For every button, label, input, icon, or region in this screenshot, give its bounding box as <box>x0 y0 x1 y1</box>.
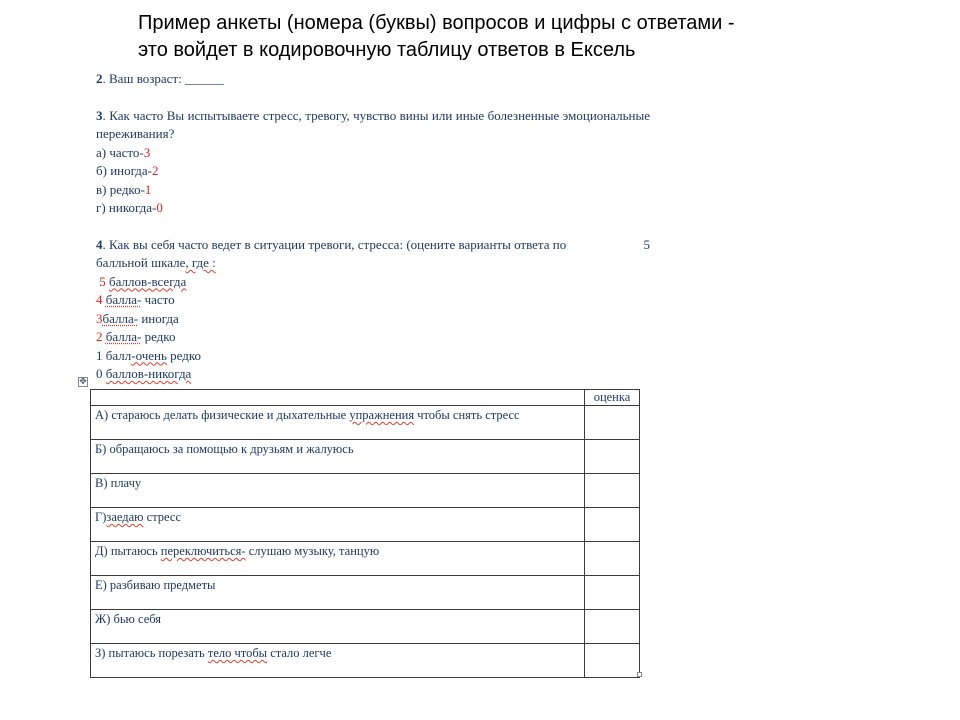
table-cell-behavior <box>91 406 585 440</box>
table-cell-behavior <box>91 440 585 474</box>
option-code: 3 <box>143 144 151 160</box>
scale-label: баллов-никогда <box>105 366 192 381</box>
row-text: Ж) бью себя <box>95 612 162 626</box>
scale-code: 5 <box>99 273 106 289</box>
row-text-tail: стресс <box>143 510 182 524</box>
question-2-number: 2 <box>96 71 103 86</box>
table-cell-score[interactable] <box>585 508 640 542</box>
table-header-empty-cell <box>91 390 585 406</box>
questionnaire-document <box>96 70 650 384</box>
scale-phrase: балльной шкале <box>96 255 186 270</box>
table-cell-score[interactable] <box>585 406 640 440</box>
scale-label: 1 балл <box>96 347 132 363</box>
question-2-text: . Ваш возраст: ______ <box>102 71 224 86</box>
table-row <box>91 576 640 610</box>
question-3-number: 3 <box>96 107 103 123</box>
row-text-flagged: упражнения <box>349 408 415 422</box>
question-3-text: . Как часто Вы испытываете стресс, тревогу, чувство вины или иные болезненные эмоциональные переживания? <box>96 107 650 141</box>
table-row <box>91 474 640 508</box>
question-4-text: . Как вы себя часто ведет в ситуации тревоги, стресса: (оцените варианты ответа по <box>102 236 567 252</box>
row-text: З) пытаюсь порезать <box>95 646 208 660</box>
scale-code: 0 <box>96 366 106 381</box>
table-row <box>91 644 640 678</box>
table-cell-behavior <box>91 610 585 644</box>
table-cell-behavior <box>91 644 585 678</box>
table-cell-behavior <box>91 474 585 508</box>
option-label: б) иногда- <box>96 163 153 178</box>
scale-0 <box>96 365 650 384</box>
row-text-tail: чтобы снять стресс <box>414 408 520 422</box>
scale-word: -очень <box>131 347 167 363</box>
question-4 <box>96 236 650 255</box>
question-4-number: 4 <box>96 236 103 252</box>
scale-4 <box>96 291 650 310</box>
table-cell-score[interactable] <box>585 644 640 678</box>
scale-label: иногда <box>138 310 179 326</box>
question-4-text-continued <box>96 254 650 273</box>
row-text: Б) обращаюсь за помощью к друзьям и жалуюсь <box>95 442 354 456</box>
scale-3 <box>96 310 650 329</box>
option-label: в) редко- <box>96 181 145 197</box>
scale-label: баллов-всегда <box>109 273 187 289</box>
option-code: 2 <box>152 163 159 178</box>
table-cell-score[interactable] <box>585 474 640 508</box>
scale-label: часто <box>141 292 175 307</box>
table-row <box>91 610 640 644</box>
question-4-scale-number: 5 <box>643 236 650 252</box>
question-3-option-c <box>96 181 650 200</box>
resize-square-icon[interactable] <box>637 672 642 677</box>
scale-1 <box>96 347 650 366</box>
scale-word: балла- <box>105 329 142 344</box>
table-row <box>91 508 640 542</box>
row-text: Г) <box>95 510 107 524</box>
question-2 <box>96 70 650 89</box>
table-cell-score[interactable] <box>585 576 640 610</box>
question-3 <box>96 107 650 144</box>
option-code: 1 <box>144 181 152 197</box>
question-3-option-d <box>96 199 650 218</box>
table-cell-behavior <box>91 542 585 576</box>
option-label: г) никогда- <box>96 200 157 215</box>
row-text-flagged: тело чтобы <box>207 646 268 660</box>
move-cross-icon[interactable]: ✥ <box>79 377 87 387</box>
table-row <box>91 406 640 440</box>
row-text: В) плачу <box>95 476 142 490</box>
slide-title-line-1: Пример анкеты (номера (буквы) вопросов и цифры с ответами - <box>138 12 735 34</box>
question-3-option-a <box>96 144 650 163</box>
table-cell-score[interactable] <box>585 440 640 474</box>
table-row <box>91 440 640 474</box>
behavior-rating-table <box>90 389 640 678</box>
table-header-score: оценка <box>585 390 640 406</box>
option-code: 0 <box>156 200 163 215</box>
table-cell-score[interactable] <box>585 610 640 644</box>
scale-5 <box>96 273 650 292</box>
row-text: А) стараюсь делать физические и дыхательные <box>95 408 350 422</box>
scale-2 <box>96 328 650 347</box>
row-text-tail: слушаю музыку, танцую <box>245 544 380 558</box>
scale-label: редко <box>141 329 176 344</box>
table-row <box>91 542 640 576</box>
row-text: Е) разбиваю предметы <box>95 578 216 592</box>
table-cell-score[interactable] <box>585 542 640 576</box>
scale-word: балла- <box>102 310 139 326</box>
table-cell-behavior <box>91 576 585 610</box>
row-text-flagged: переключиться- <box>160 544 246 558</box>
slide-title <box>138 10 938 64</box>
scale-code: 3 <box>96 310 103 326</box>
row-text-tail: стало легче <box>267 646 332 660</box>
scale-label-tail: редко <box>166 347 202 363</box>
row-text-flagged: заедаю <box>106 510 144 524</box>
question-3-option-b <box>96 162 650 181</box>
option-label: а) часто- <box>96 144 144 160</box>
table-header-row <box>91 390 640 406</box>
table-cell-behavior <box>91 508 585 542</box>
scale-code: 4 <box>96 292 103 307</box>
scale-code: 2 <box>96 329 103 344</box>
slide-title-line-2: это войдет в кодировочную таблицу ответов в Ексель <box>138 39 636 61</box>
row-text: Д) пытаюсь <box>95 544 161 558</box>
scale-phrase-tail: , где : <box>185 255 216 270</box>
scale-word: балла- <box>105 292 142 307</box>
